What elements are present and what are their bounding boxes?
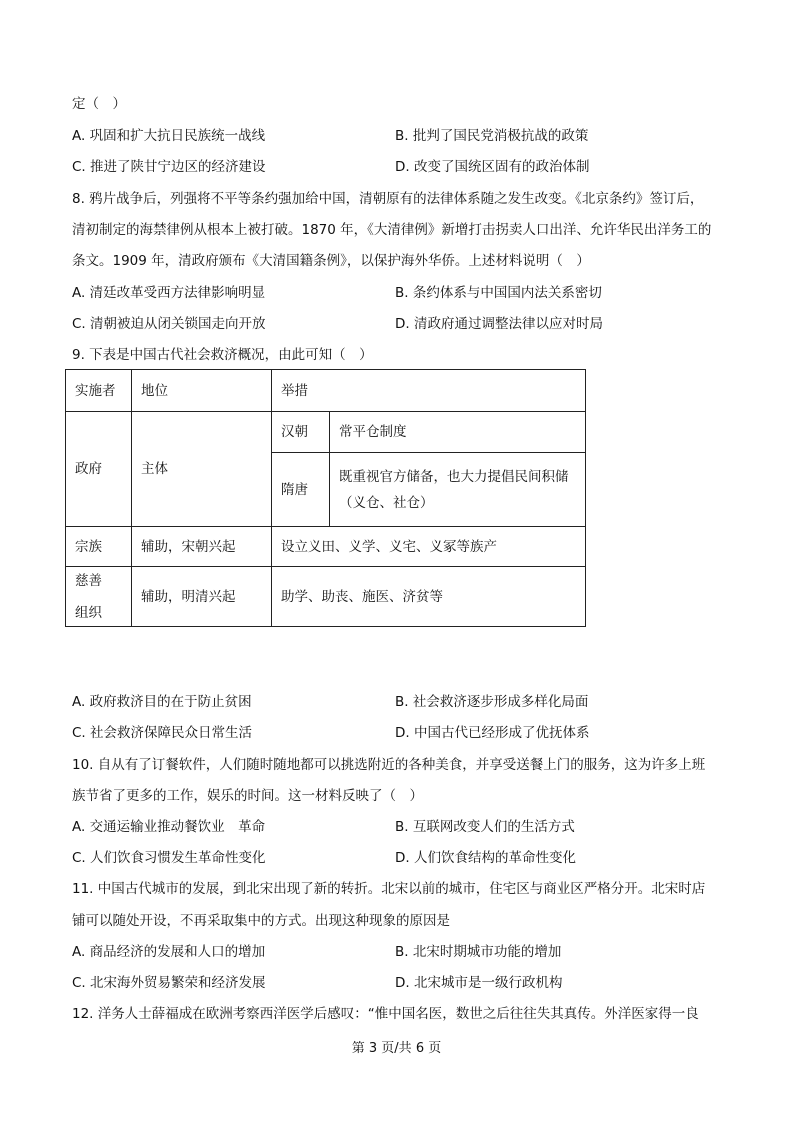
q9-option-d: D. 中国古代已经形成了优抚体系 [395, 725, 590, 741]
suitang-measure-line2: （义仓、社仓） [339, 494, 434, 511]
q10-stem-line2: 族节省了更多的工作，娱乐的时间。这一材料反映了（ ） [72, 788, 423, 804]
q10-option-c: C. 人们饮食习惯发生革命性变化 [72, 850, 266, 866]
cell-clan-measure: 设立义田、义学、义宅、义冢等族产 [272, 527, 586, 567]
q11-option-d: D. 北宋城市是一级行政机构 [395, 975, 563, 991]
cell-clan-status: 辅助，宋朝兴起 [132, 527, 272, 567]
q8-option-d: D. 清政府通过调整法律以应对时局 [395, 316, 603, 332]
cell-charity [66, 567, 132, 627]
suitang-measure-line1: 既重视官方储备，也大力提倡民间积储 [339, 468, 569, 485]
table-row [66, 567, 586, 627]
q9-stem: 9. 下表是中国古代社会救济概况，由此可知（ ） [72, 347, 373, 363]
q8-option-a: A. 清廷改革受西方法律影响明显 [72, 285, 266, 301]
cell-government-status: 主体 [132, 412, 272, 527]
q8-stem-line3: 条文。1909 年，清政府颁布《大清国籍条例》，以保护海外华侨。上述材料说明（ ） [72, 253, 590, 269]
cell-suitang-measure [330, 453, 586, 527]
q12-stem-line1: 12. 洋务人士薛福成在欧洲考察西洋医学后感叹：“惟中国名医，数世之后往往失其真传。外洋医家得一良 [72, 1006, 699, 1022]
q10-option-d: D. 人们饮食结构的革命性变化 [395, 850, 576, 866]
cell-suitang: 隋唐 [272, 453, 330, 527]
table-row [66, 527, 586, 567]
q11-option-c: C. 北宋海外贸易繁荣和经济发展 [72, 975, 266, 991]
charity-line1: 慈善 [75, 572, 102, 589]
q9-option-a: A. 政府救济目的在于防止贫困 [72, 694, 252, 710]
cell-charity-status: 辅助，明清兴起 [132, 567, 272, 627]
cell-government: 政府 [66, 412, 132, 527]
q9-option-b: B. 社会救济逐步形成多样化局面 [395, 694, 589, 710]
q8-option-b: B. 条约体系与中国国内法关系密切 [395, 285, 602, 301]
q8-option-c: C. 清朝被迫从闭关锁国走向开放 [72, 316, 266, 332]
cell-han: 汉朝 [272, 412, 330, 453]
header-status: 地位 [132, 370, 272, 412]
q7-option-a: A. 巩固和扩大抗日民族统一战线 [72, 128, 266, 144]
q8-stem-line2: 清初制定的海禁律例从根本上被打破。1870 年，《大清律例》新增打击拐卖人口出洋、允许华民出洋务工的 [72, 222, 712, 238]
q11-stem-line1: 11. 中国古代城市的发展，到北宋出现了新的转折。北宋以前的城市，住宅区与商业区严格分开。北宋时店 [72, 881, 706, 897]
q7-option-c: C. 推进了陕甘宁边区的经济建设 [72, 159, 266, 175]
header-measures: 举措 [272, 370, 586, 412]
relief-table [65, 369, 586, 627]
cell-clan: 宗族 [66, 527, 132, 567]
q10-stem-line1: 10. 自从有了订餐软件，人们随时随地都可以挑选附近的各种美食，并享受送餐上门的服务，这为许多上班 [72, 757, 706, 773]
q8-stem-line1: 8. 鸦片战争后，列强将不平等条约强加给中国，清朝原有的法律体系随之发生改变。《北京条约》签订后， [72, 191, 704, 207]
q10-option-b: B. 互联网改变人们的生活方式 [395, 819, 575, 835]
q11-option-b: B. 北宋时期城市功能的增加 [395, 944, 562, 960]
header-implementer: 实施者 [66, 370, 132, 412]
table-header-row [66, 370, 586, 412]
q11-option-a: A. 商品经济的发展和人口的增加 [72, 944, 266, 960]
table-row [66, 412, 586, 453]
q7-stem-tail: 定（ ） [72, 96, 126, 112]
charity-line2: 组织 [75, 604, 102, 621]
page-footer: 第 3 页/共 6 页 [351, 1041, 442, 1056]
q7-option-b: B. 批判了国民党消极抗战的政策 [395, 128, 589, 144]
q10-option-a: A. 交通运输业推动餐饮业 革命 [72, 819, 266, 835]
cell-charity-measure: 助学、助丧、施医、济贫等 [272, 567, 586, 627]
q9-option-c: C. 社会救济保障民众日常生活 [72, 725, 253, 741]
q11-stem-line2: 铺可以随处开设，不再采取集中的方式。出现这种现象的原因是 [72, 913, 450, 929]
q7-option-d: D. 改变了国统区固有的政治体制 [395, 159, 590, 175]
cell-han-measure: 常平仓制度 [330, 412, 586, 453]
